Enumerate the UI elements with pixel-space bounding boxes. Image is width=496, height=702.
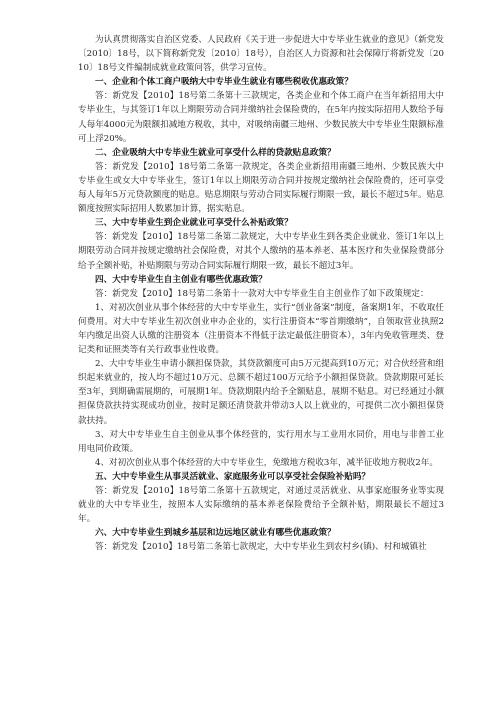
section-5 <box>78 470 444 526</box>
section-heading: 六、大中专毕业生到城乡基层和边远地区就业有哪些优惠政策？ <box>95 528 336 539</box>
section-paragraph: 答：新党发【2010】18号第二条第十一款对大中专毕业生自主创业作了如下政策规定： <box>95 288 429 299</box>
section-heading: 五、大中专毕业生从事灵活就业、家庭服务业可以享受社会保险补贴吗？ <box>95 471 371 482</box>
section-1 <box>78 75 444 145</box>
section-6 <box>78 526 444 554</box>
section-heading: 二、企业吸纳大中专毕业生就业可享受什么样的贷款贴息政策？ <box>95 147 336 158</box>
section-paragraph: 2、大中专毕业生申请小额担保贷款，其贷款额度可由5万元提高到10万元；对合伙经营和组织起来就业的，按人均不超过10万元、总额不超过100万元给予小额担保贷款。贷款期限可延长至3年，到期确需展期的，可展期1年。贷款期限内给予全额贴息，展期不贴息。对已经通过小额担保贷款扶持实现成功创业，按时足额还清贷款并带动3人以上就业的，可提供二次小额担保贷款扶持。 <box>78 359 444 426</box>
section-paragraph: 答：新党发【2010】18号第二条第二款规定，大中专毕业生到各类企业就业、签订1年以上期限劳动合同并按规定缴纳社会保险费，对其个人缴纳的基本养老、基本医疗和失业保险费部分给予全额补贴，补贴期限与劳动合同实际履行期限一致，最长不超过3年。 <box>78 232 444 271</box>
section-paragraph: 答：新党发【2010】18号第二条第一款规定，各类企业新招用南疆三地州、少数民族大中专毕业生或女大中专毕业生，签订1年以上期限劳动合同并按规定缴纳社会保险费的，还可享受每人每年5万元贷款额度的贴息。贴息期限与劳动合同实际履行期限一致，最长不超过5年。贴息额度按照实际招用人数累加计算，据实贴息。 <box>78 161 444 215</box>
section-paragraph: 答：新党发【2010】18号第二条第十三款规定，各类企业和个体工商户在当年新招用大中专毕业生，与其签订1年以上期限劳动合同并缴纳社会保险费的，在5年内按实际招用人数给予每人每年4000元为限额扣减地方税收，其中，对吸纳南疆三地州、少数民族大中专毕业生限额标准可上浮20%。 <box>78 91 444 144</box>
section-4 <box>78 273 444 470</box>
intro-paragraph: 为认真贯彻落实自治区党委、人民政府《关于进一步促进大中专毕业生就业的意见》（新党发〔2010〕18号，以下简称新党发〔2010〕18号），自治区人力资源和社会保障厅将新党发〔2010〕18号文件编制成就业政策问答，供学习宣传。 <box>78 35 444 74</box>
section-paragraph: 答：新党发【2010】18号第二条第十五款规定，对通过灵活就业、从事家庭服务业等实现就业的大中专毕业生，按照本人实际缴纳的基本养老保险费给予全额补贴，期限最长不超过3年。 <box>78 486 444 525</box>
section-paragraph: 答：新党发【2010】18号第二条第七款规定，大中专毕业生到农村乡(镇)、村和城镇社 <box>95 542 427 553</box>
section-heading: 三、大中专毕业生到企业就业可享受什么补贴政策？ <box>95 218 293 229</box>
section-paragraph: 3、对大中专毕业生自主创业从事个体经营的，实行用水与工业用水同价，用电与非普工业用电同价政策。 <box>78 429 444 454</box>
section-heading: 四、大中专毕业生自主创业有哪些优惠政策？ <box>95 274 267 285</box>
section-3 <box>78 216 444 272</box>
section-heading: 一、企业和个体工商户吸纳大中专毕业生就业有哪些税收优惠政策？ <box>95 77 353 88</box>
section-2 <box>78 146 444 216</box>
section-paragraph: 4、对初次创业从事个体经营的大中专毕业生，免缴地方税收3年，减半征收地方税收2年。 <box>95 457 438 468</box>
section-paragraph: 1、对初次创业从事个体经营的大中专毕业生，实行“创业备案”制度，备案期1年，不收取任何费用。对大中专毕业生初次创业申办企业的，实行注册资本“零首期缴纳”，自领取营业执照2年内缴足出资人认缴的注册资本（注册资本不得低于法定最低注册资本），3年内免收管理类、登记类和证照类等有关行政事业性收费。 <box>78 302 444 356</box>
